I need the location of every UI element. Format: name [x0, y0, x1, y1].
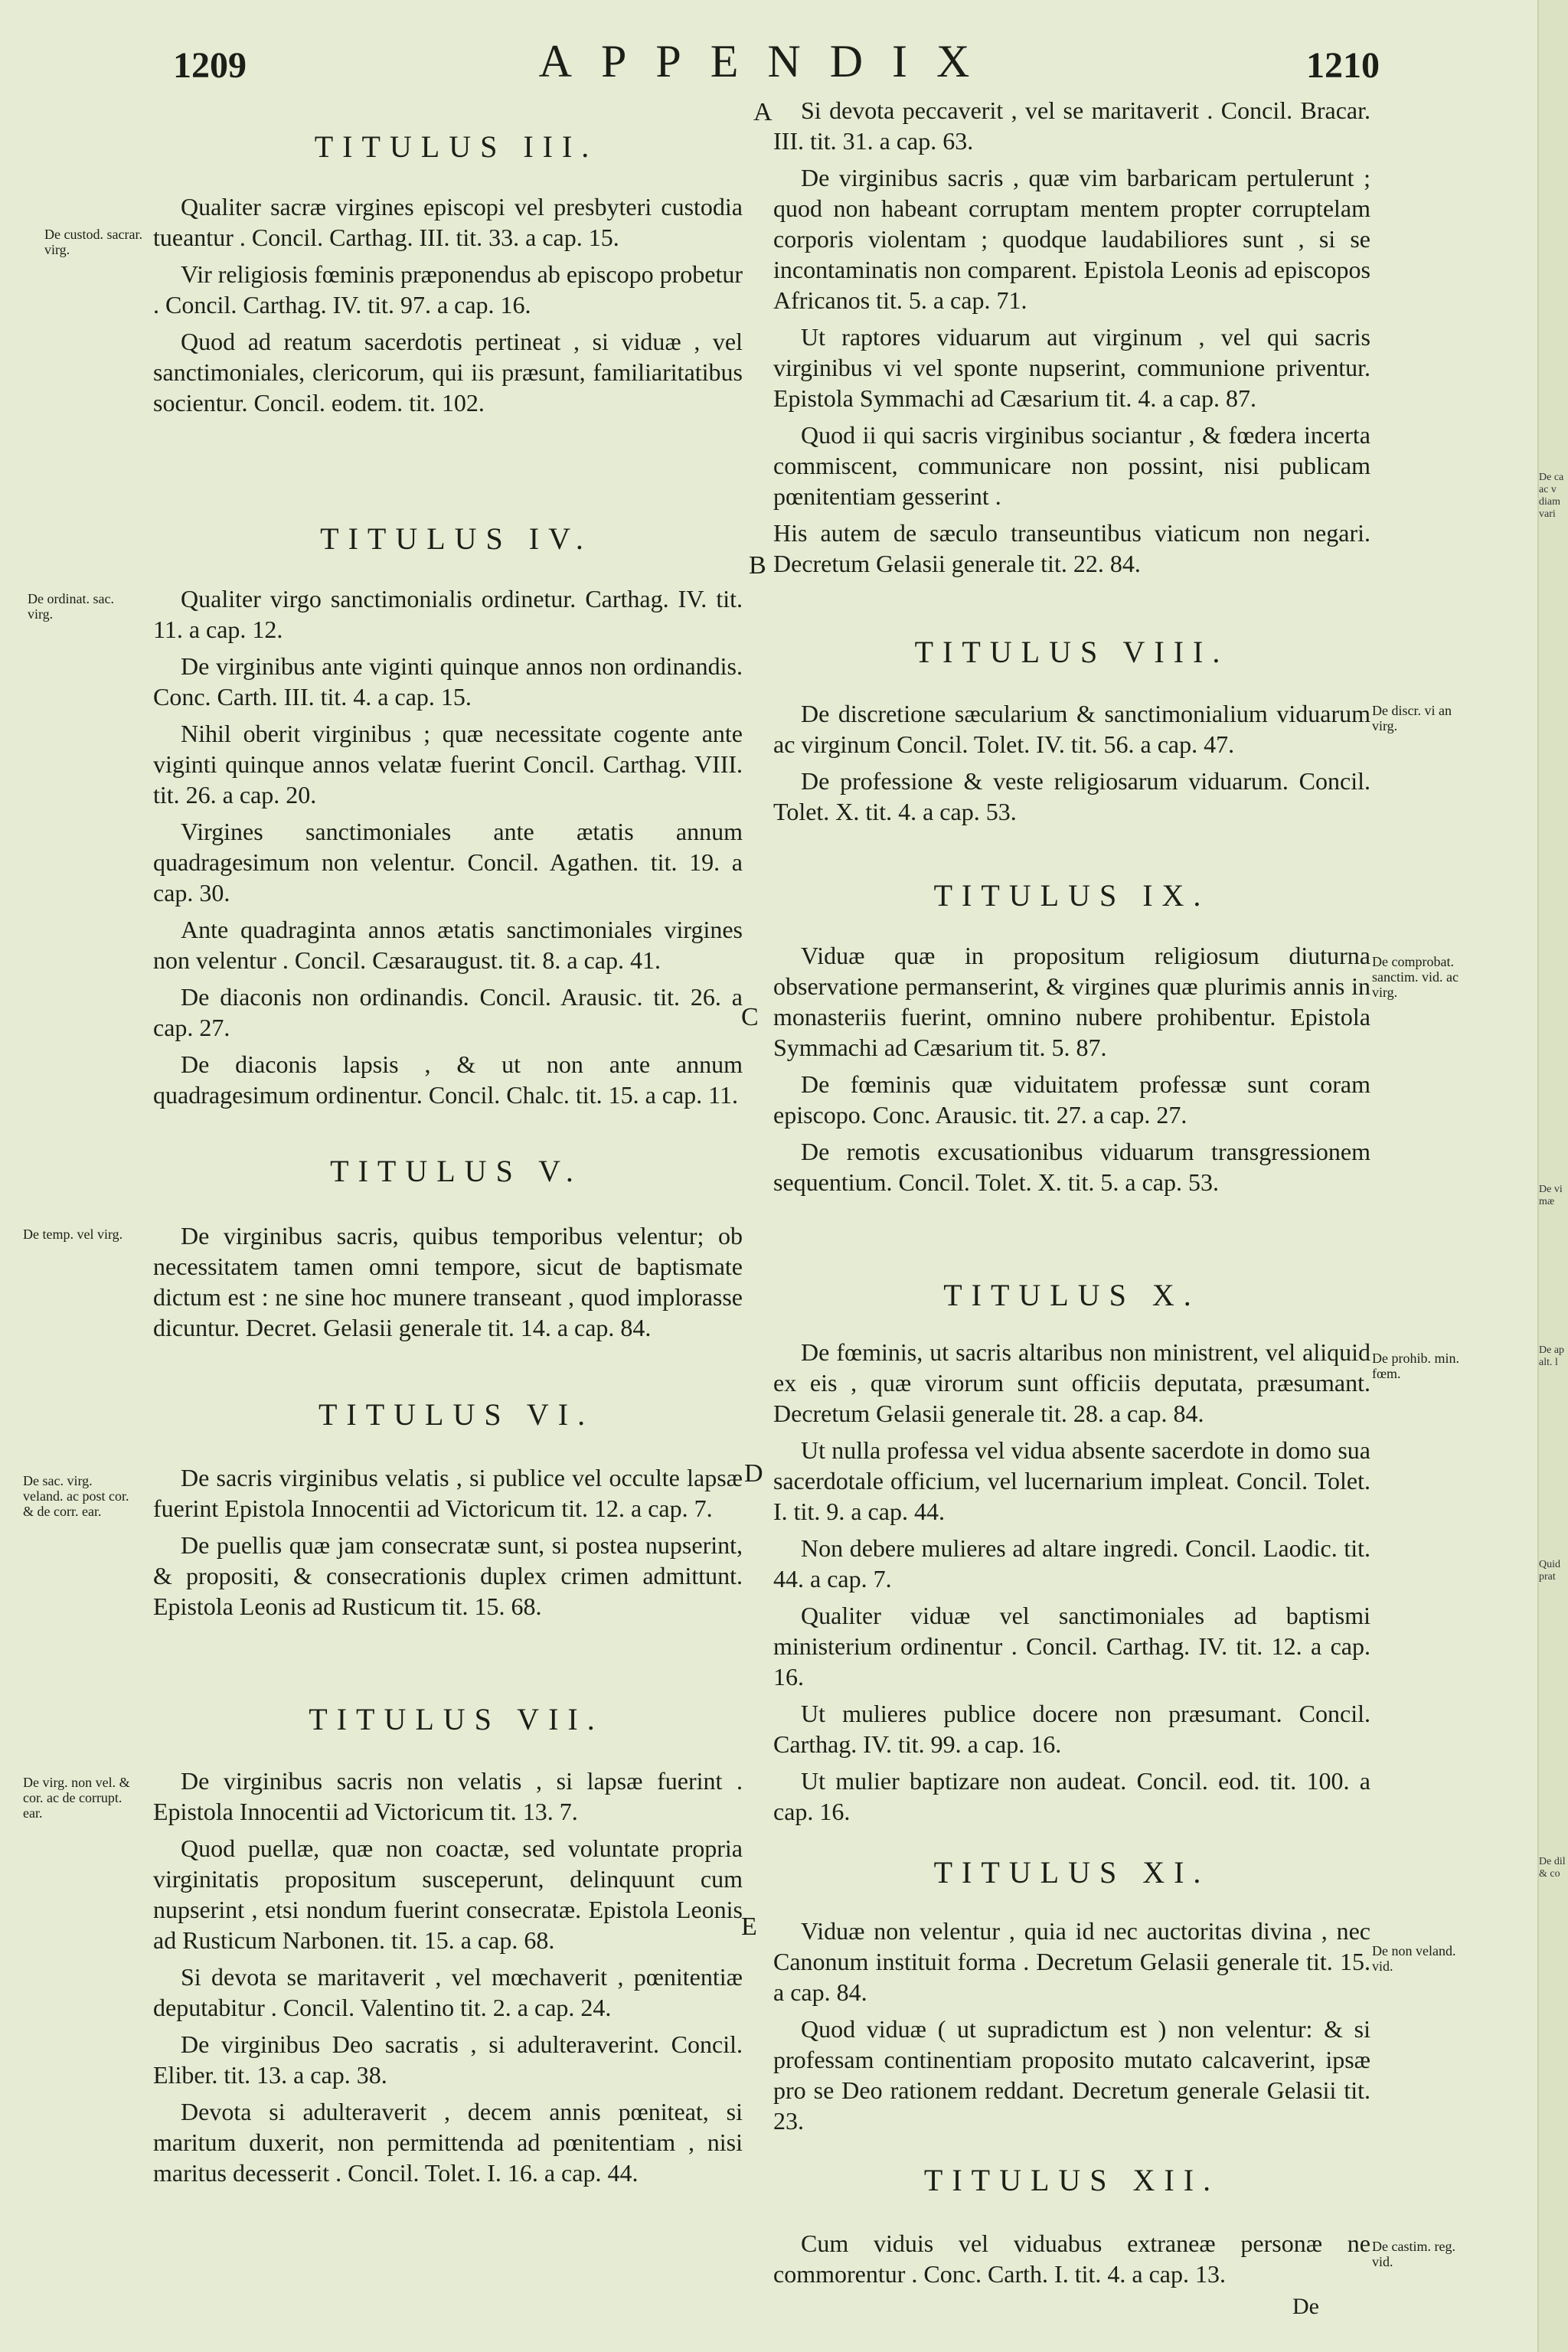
entry: De virginibus sacris , quæ vim barbaricam pertulerunt ; quod non habeant corruptam mentem propter corruptelam corporis violentam ; quodque laudabiliores sunt , si se incontaminatis non comparent. Epistola Leonis ad episcopos Africanos tit. 5. a cap. 71.: [773, 164, 1370, 314]
titulus-viii-body: [773, 698, 1370, 833]
entry: Viduæ quæ in propositum religiosum diuturna observatione permanserint, & virgines quæ plurimis annis in monasteriis fuerint, omnino nubere prohibentur. Epistola Symmachi ad Cæsarium tit. 5. 87.: [773, 942, 1370, 1061]
entry: Qualiter virgo sanctimonialis ordinetur. Carthag. IV. tit. 11. a cap. 12.: [153, 585, 743, 643]
entry: Cum viduis vel viduabus extraneæ personæ ne commorentur . Conc. Carth. I. tit. 4. a cap. 13.: [773, 2230, 1370, 2288]
entry: Vir religiosis fœminis præponendus ab episcopo probetur . Concil. Carthag. IV. tit. 97. a cap. 16.: [153, 260, 743, 318]
entry: De discretione sæcularium & sanctimonialium viduarum ac virginum Concil. Tolet. IV. tit. 56. a cap. 47.: [773, 700, 1370, 758]
entry: Quod ad reatum sacerdotis pertineat , si viduæ , vel sanctimoniales, clericorum, qui iis præsunt, familiaritatibus socientur. Concil. eodem. tit. 102.: [153, 328, 743, 416]
entry: De remotis excusationibus viduarum transgressionem sequentium. Concil. Tolet. X. tit. 5. a cap. 53.: [773, 1138, 1370, 1196]
entry: Ut mulier baptizare non audeat. Concil. eod. tit. 100. a cap. 16.: [773, 1767, 1370, 1825]
facing-page-edge: [1537, 0, 1568, 2352]
titulus-x-body: [773, 1337, 1370, 1833]
section-marker-a: A: [753, 98, 773, 126]
entry: Qualiter viduæ vel sanctimoniales ad baptismi ministerium ordinentur . Concil. Carthag. IV. tit. 12. a cap. 16.: [773, 1602, 1370, 1690]
entry: De professione & veste religiosarum viduarum. Concil. Tolet. X. tit. 4. a cap. 53.: [773, 767, 1370, 825]
margin-note-t5: De temp. vel virg.: [23, 1227, 123, 1242]
titulus-xii-body: [773, 2228, 1370, 2295]
entry: De virginibus Deo sacratis , si adulteraverint. Concil. Eliber. tit. 13. a cap. 38.: [153, 2030, 743, 2089]
entry: Si devota peccaverit , vel se maritaverit . Concil. Bracar. III. tit. 31. a cap. 63.: [773, 96, 1370, 155]
margin-note-t9: De comprobat. sanctim. vid. ac virg.: [1372, 954, 1459, 1000]
entry: Virgines sanctimoniales ante ætatis annum quadragesimum non velentur. Concil. Agathen. tit. 19. a cap. 30.: [153, 818, 743, 906]
facing-page-note: Quid prat: [1539, 1559, 1560, 1583]
titulus-iv-heading: TITULUS IV.: [320, 521, 593, 556]
entry: His autem de sæculo transeuntibus viaticum non negari. Decretum Gelasii generale tit. 22. 84.: [773, 519, 1370, 577]
margin-note-t3: De custod. sacrar. virg.: [44, 227, 142, 257]
entry: Viduæ non velentur , quia id nec auctoritas divina , nec Canonum instituit forma . Decretum Gelasii generale tit. 15. a cap. 84.: [773, 1917, 1370, 2006]
titulus-vi-body: [153, 1462, 743, 1628]
entry: De diaconis lapsis , & ut non ante annum quadragesimum ordinentur. Concil. Chalc. tit. 15. a cap. 11.: [153, 1050, 743, 1109]
entry: Ut mulieres publice docere non præsumant. Concil. Carthag. IV. tit. 99. a cap. 16.: [773, 1700, 1370, 1758]
margin-note-t6: De sac. virg. veland. ac post cor. & de corr. ear.: [23, 1473, 129, 1519]
entry: Non debere mulieres ad altare ingredi. Concil. Laodic. tit. 44. a cap. 7.: [773, 1534, 1370, 1592]
titulus-v-body: [153, 1220, 743, 1349]
titulus-v-heading: TITULUS V.: [330, 1154, 583, 1188]
page-number-right: 1210: [1306, 45, 1380, 86]
titulus-ix-heading: TITULUS IX.: [933, 878, 1210, 913]
margin-note-t8: De discr. vi an virg.: [1372, 703, 1452, 733]
titulus-xi-body: [773, 1916, 1370, 2142]
titulus-viii-heading: TITULUS VIII.: [914, 635, 1230, 669]
titulus-iv-body: [153, 583, 743, 1116]
entry: Quod viduæ ( ut supradictum est ) non velentur: & si professam continentiam proposito mutato calcaverint, ipsæ pro se Deo rationem reddant. Decretum generale Gelasii tit. 23.: [773, 2015, 1370, 2135]
margin-note-t4: De ordinat. sac. virg.: [28, 591, 114, 622]
titulus-vi-heading: TITULUS VI.: [318, 1397, 595, 1432]
entry: De virginibus sacris, quibus temporibus velentur; ob necessitatem tamen omni tempore, sicut de baptismate dictum est : ne sine hoc munere transeant , quod implorasse dicuntur. Decret. Gelasii generale tit. 14. a cap. 84.: [153, 1222, 743, 1341]
section-marker-d: D: [744, 1459, 763, 1488]
titulus-xi-heading: TITULUS XI.: [933, 1855, 1210, 1890]
titulus-ix-body: [773, 940, 1370, 1204]
section-marker-e: E: [741, 1913, 757, 1941]
margin-note-t11: De non veland. vid.: [1372, 1943, 1456, 1974]
catchword: De: [1292, 2294, 1319, 2319]
entry: Qualiter sacræ virgines episcopi vel presbyteri custodia tueantur . Concil. Carthag. III. tit. 33. a cap. 15.: [153, 193, 743, 251]
facing-page-note: De dil & co: [1539, 1856, 1566, 1880]
entry: De sacris virginibus velatis , si publice vel occulte lapsæ fuerint Epistola Innocentii ad Victoricum tit. 12. a cap. 7.: [153, 1464, 743, 1522]
entry: Devota si adulteraverit , decem annis pœniteat, si maritum duxerit, non permittenda ad pœnitentiam , nisi maritus decesserit . Concil. Tolet. I. 16. a cap. 44.: [153, 2098, 743, 2187]
section-marker-c: C: [741, 1003, 759, 1031]
margin-note-t10: De prohib. min. fœm.: [1372, 1351, 1459, 1381]
entry: Ante quadraginta annos ætatis sanctimoniales virgines non velentur . Concil. Cæsaraugust. tit. 8. a cap. 41.: [153, 916, 743, 974]
titulus-iii-body: [153, 191, 743, 424]
titulus-xii-heading: TITULUS XII.: [923, 2163, 1220, 2197]
margin-note-t12: De castim. reg. vid.: [1372, 2239, 1455, 2269]
facing-page-note: De vi mæ: [1539, 1184, 1563, 1207]
titulus-iii-heading: TITULUS III.: [314, 129, 599, 164]
entry: Quod ii qui sacris virginibus sociantur , & fœdera incerta commiscent, communicare non possint, nisi publicam pœnitentiam gesserint .: [773, 421, 1370, 510]
entry: Quod puellæ, quæ non coactæ, sed voluntate propria virginitatis propositum susceperunt, delinquunt cum nupserint , etsi nondum fuerint consecratæ. Epistola Leonis ad Rusticum Narbonen. tit. 15. a cap. 68.: [153, 1834, 743, 1954]
page-number-left: 1209: [173, 45, 247, 86]
entry: De fœminis, ut sacris altaribus non ministrent, vel aliquid ex eis , quæ virorum sunt officiis deputata, præsumant. Decretum Gelasii generale tit. 28. a cap. 84.: [773, 1338, 1370, 1427]
entry: Ut nulla professa vel vidua absente sacerdote in domo sua sacerdotale officium, vel lucernarium impleat. Concil. Tolet. I. tit. 9. a cap. 44.: [773, 1436, 1370, 1525]
titulus-vii-body: [153, 1766, 743, 2194]
titulus-vii-heading: TITULUS VII.: [309, 1702, 604, 1736]
titulus-x-heading: TITULUS X.: [943, 1278, 1200, 1312]
entry: De virginibus sacris non velatis , si lapsæ fuerint . Epistola Innocentii ad Victoricum tit. 13. 7.: [153, 1767, 743, 1825]
continuation-body: [773, 95, 1370, 585]
entry: De diaconis non ordinandis. Concil. Arausic. tit. 26. a cap. 27.: [153, 983, 743, 1041]
entry: De virginibus ante viginti quinque annos non ordinandis. Conc. Carth. III. tit. 4. a cap. 15.: [153, 652, 743, 710]
running-title: APPENDIX: [538, 36, 999, 87]
entry: De fœminis quæ viduitatem professæ sunt coram episcopo. Conc. Arausic. tit. 27. a cap. 27.: [773, 1070, 1370, 1129]
entry: De puellis quæ jam consecratæ sunt, si postea nupserint, & propositi, & consecrationis duplex crimen admittunt. Epistola Leonis ad Rusticum tit. 15. 68.: [153, 1531, 743, 1620]
entry: Si devota se maritaverit , vel mœchaverit , pœnitentiæ deputabitur . Concil. Valentino tit. 2. a cap. 24.: [153, 1963, 743, 2021]
section-marker-b: B: [749, 551, 766, 580]
facing-page-note: De ca ac v diam vari: [1539, 472, 1564, 520]
facing-page-note: De ap alt. l: [1539, 1344, 1565, 1368]
entry: Nihil oberit virginibus ; quæ necessitate cogente ante viginti quinque annos velatæ fuerint Concil. Carthag. VIII. tit. 26. a cap. 20.: [153, 720, 743, 808]
margin-note-t7: De virg. non vel. & cor. ac de corrupt. ear.: [23, 1775, 130, 1821]
entry: Ut raptores viduarum aut virginum , vel qui sacris virginibus vi vel sponte nupserint, communione priventur. Epistola Symmachi ad Cæsarium tit. 4. a cap. 87.: [773, 323, 1370, 412]
